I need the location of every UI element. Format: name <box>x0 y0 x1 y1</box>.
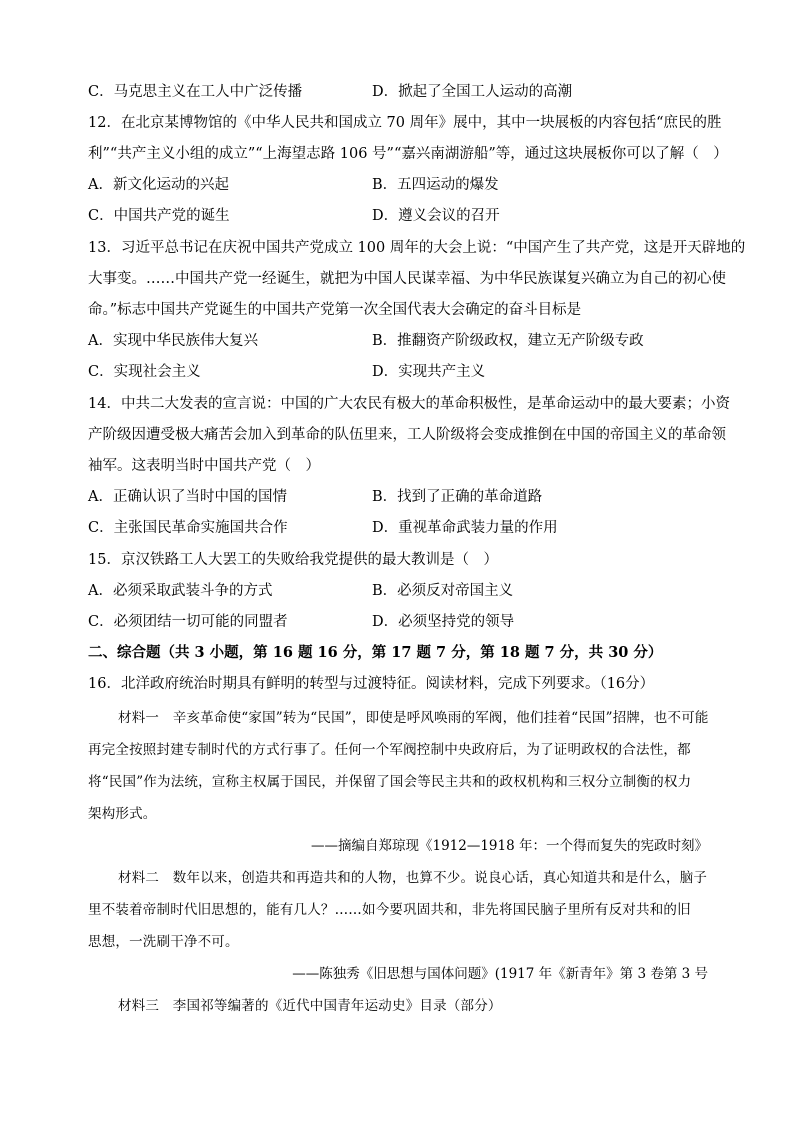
q13-option-a: A．实现中华民族伟大复兴 <box>88 333 258 349</box>
q13-option-c: C．实现社会主义 <box>88 364 201 380</box>
q14-stem-line3: 袖军。这表明当时中国共产党（ ） <box>88 458 320 474</box>
q14-option-c: C．主张国民革命实施国共合作 <box>88 520 288 536</box>
q14-option-d: D．重视革命武装力量的作用 <box>372 520 558 536</box>
material-2-line2: 里不装着帝制时代旧思想的，能有几人？……如今要巩固共和，非先将国民脑子里所有反对共和的旧 <box>88 902 691 918</box>
q15-option-d: D．必须坚持党的领导 <box>372 614 515 630</box>
q12-stem-line1: 12．在北京某博物馆的《中华人民共和国成立 70 周年》展中，其中一块展板的内容包括“庶民的胜 <box>88 115 722 131</box>
material-2-source: ——陈独秀《旧思想与国体问题》(1917 年《新青年》第 3 卷第 3 号 <box>292 966 708 982</box>
q12-option-d: D．遵义会议的召开 <box>372 208 500 224</box>
q13-stem-line1: 13．习近平总书记在庆祝中国共产党成立 100 周年的大会上说：“中国产生了共产党，这是开天辟地的 <box>88 240 746 256</box>
material-1-source: ——摘编自郑琼现《1912—1918 年：一个得而复失的宪政时刻》 <box>310 838 708 854</box>
q11-option-d: D．掀起了全国工人运动的高潮 <box>372 84 573 100</box>
q14-stem-line1: 14．中共二大发表的宣言说：中国的广大农民有极大的革命积极性，是革命运动中的最大要素；小资 <box>88 396 730 412</box>
q13-stem-line3: 命。”标志中国共产党诞生的中国共产党第一次全国代表大会确定的奋斗目标是 <box>88 302 582 318</box>
q16-stem: 16．北洋政府统治时期具有鲜明的转型与过渡特征。阅读材料，完成下列要求。（16分） <box>88 676 655 692</box>
q13-option-b: B．推翻资产阶级政权，建立无产阶级专政 <box>372 333 644 349</box>
q14-stem-line2: 产阶级因遭受极大痛苦会加入到革命的队伍里来，工人阶级将会变成推倒在中国的帝国主义的革命领 <box>88 427 726 443</box>
q12-option-c: C．中国共产党的诞生 <box>88 208 230 224</box>
q12-option-b: B．五四运动的爆发 <box>372 177 499 193</box>
q13-option-d: D．实现共产主义 <box>372 364 486 380</box>
q13-stem-line2: 大事变。……中国共产党一经诞生，就把为中国人民谋幸福、为中华民族谋复兴确立为自己的初心使 <box>88 271 726 287</box>
material-2-line1: 材料二 数年以来，创造共和再造共和的人物，也算不少。说良心话，真心知道共和是什么，脑子 <box>118 870 708 886</box>
material-1-line3: 将“民国”作为法统，宣称主权属于国民，并保留了国会等民主共和的政权机构和三权分立制衡的权力 <box>88 774 692 790</box>
q12-stem-line2: 利”“共产主义小组的成立”“上海望志路 106 号”“嘉兴南湖游船”等，通过这块展板你可以了解（ ） <box>88 146 728 162</box>
section-heading: 二、综合题（共 3 小题，第 16 题 16 分，第 17 题 7 分，第 18 题 7 分，共 30 分） <box>88 644 663 661</box>
q15-option-c: C．必须团结一切可能的同盟者 <box>88 614 288 630</box>
material-1-line4: 架构形式。 <box>88 806 157 822</box>
q15-stem: 15．京汉铁路工人大罢工的失败给我党提供的最大教训是（ ） <box>88 552 498 568</box>
q12-option-a: A．新文化运动的兴起 <box>88 177 229 193</box>
q15-option-a: A．必须采取武装斗争的方式 <box>88 583 273 599</box>
q11-option-c: C．马克思主义在工人中广泛传播 <box>88 84 303 100</box>
material-3-line1: 材料三 李国祁等编著的《近代中国青年运动史》目录（部分） <box>118 998 502 1014</box>
material-1-line2: 再完全按照封建专制时代的方式行事了。任何一个军阀控制中央政府后，为了证明政权的合法性，都 <box>88 742 691 758</box>
material-2-line3: 思想，一洗刷干净不可。 <box>88 934 239 950</box>
q14-option-b: B．找到了正确的革命道路 <box>372 489 543 505</box>
q14-option-a: A．正确认识了当时中国的国情 <box>88 489 287 505</box>
q15-option-b: B．必须反对帝国主义 <box>372 583 514 599</box>
material-1-line1: 材料一 辛亥革命使“家国”转为“民国”，即使是呼风唤雨的军阀，他们挂着“民国”招牌，也不可能 <box>118 710 709 726</box>
